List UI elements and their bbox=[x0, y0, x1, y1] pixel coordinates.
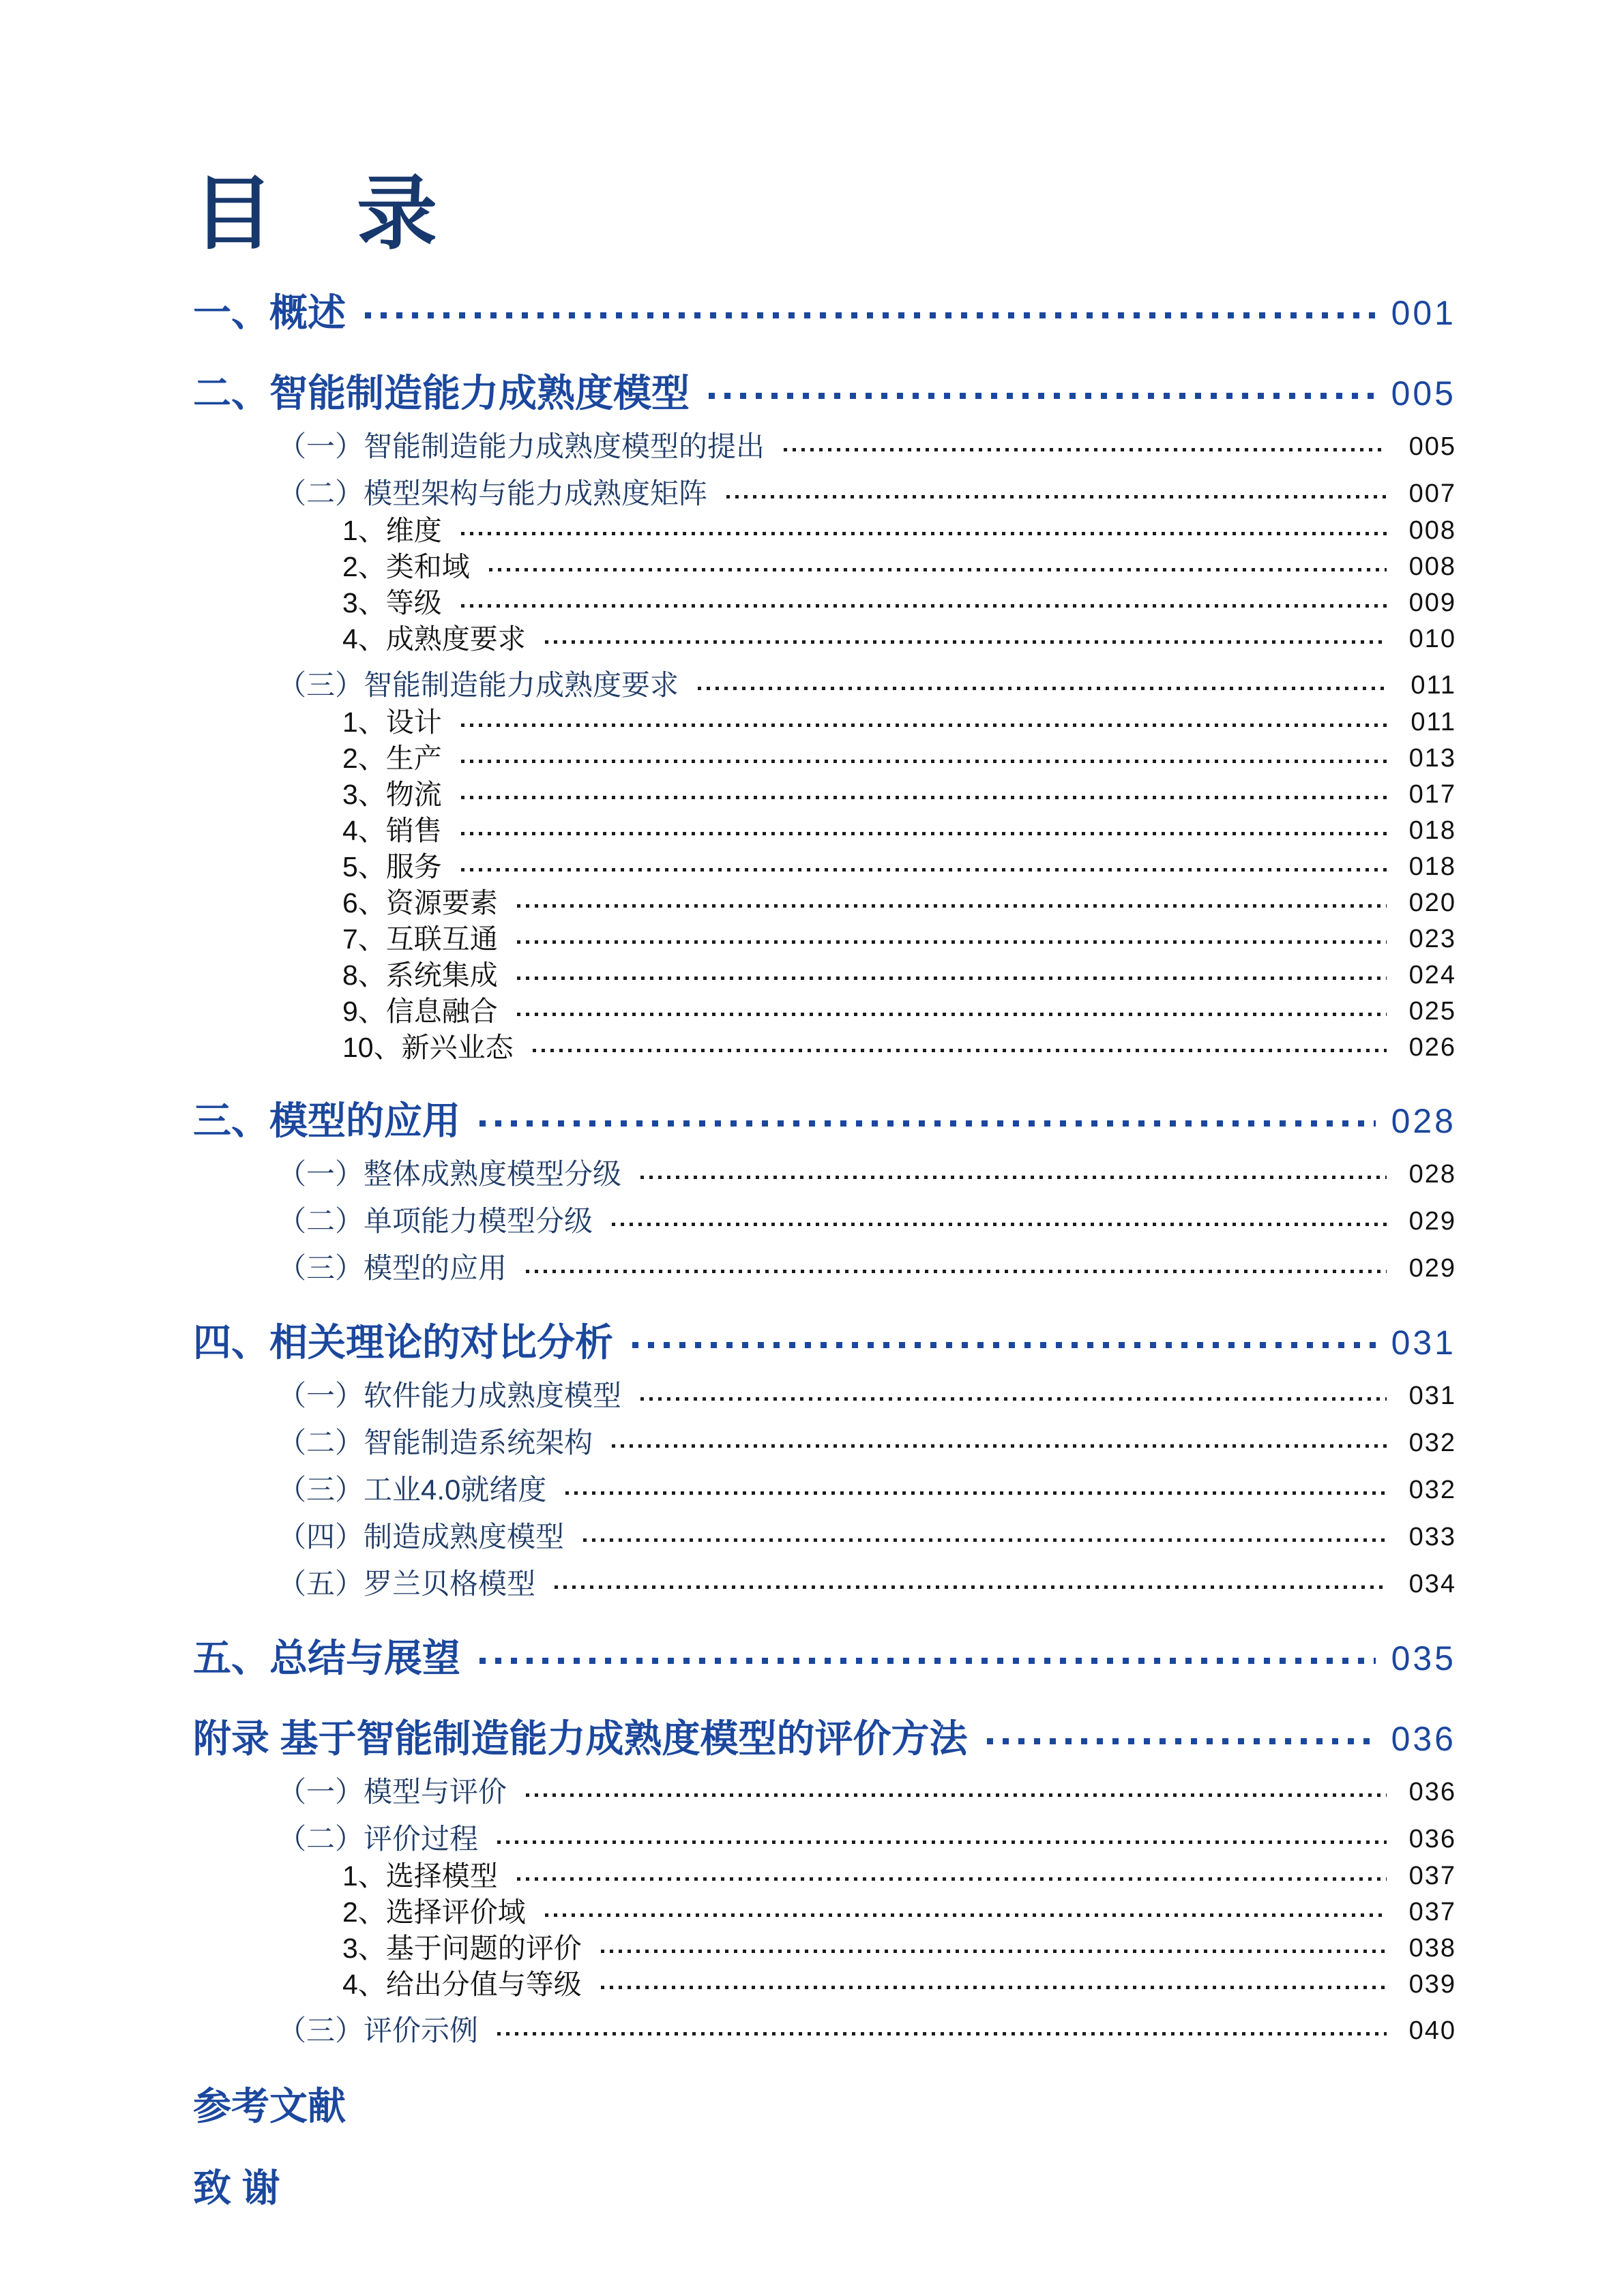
toc-entry-label: 2、类和域 bbox=[342, 551, 470, 583]
toc-entry[interactable] bbox=[193, 670, 1456, 700]
toc-entry[interactable] bbox=[193, 744, 1456, 773]
toc-entry[interactable] bbox=[193, 816, 1456, 845]
toc-leader-dots bbox=[517, 1013, 1387, 1016]
toc-entry-label: （三）工业4.0就绪度 bbox=[278, 1474, 547, 1506]
toc-entry[interactable] bbox=[193, 1898, 1456, 1926]
toc-entry[interactable] bbox=[193, 1718, 1456, 1760]
toc-leader-dots bbox=[726, 495, 1387, 498]
toc-entry[interactable] bbox=[193, 372, 1456, 415]
toc-leader-dots bbox=[517, 904, 1387, 908]
toc-leader-dots bbox=[461, 760, 1387, 763]
toc-entry-label: 5、服务 bbox=[342, 851, 442, 883]
toc-page-number: 025 bbox=[1408, 997, 1456, 1026]
toc-page-number: 024 bbox=[1408, 961, 1456, 990]
toc-page-number: 013 bbox=[1408, 744, 1456, 773]
toc-entry[interactable] bbox=[193, 1100, 1456, 1142]
toc-page-number: 037 bbox=[1408, 1862, 1456, 1891]
toc-entry[interactable] bbox=[193, 1934, 1456, 1963]
toc-entry-label: 9、信息融合 bbox=[342, 996, 498, 1028]
toc-page-number: 031 bbox=[1408, 1382, 1456, 1411]
toc-page-number: 008 bbox=[1408, 552, 1456, 582]
toc-entry-label: （二）智能制造系统架构 bbox=[278, 1427, 593, 1459]
toc-leader-dots bbox=[545, 1913, 1387, 1917]
toc-leader-dots bbox=[565, 1491, 1387, 1495]
toc-entry-label: （一）智能制造能力成熟度模型的提出 bbox=[278, 430, 765, 463]
toc-leader-dots bbox=[632, 1342, 1376, 1348]
toc-entry[interactable] bbox=[193, 588, 1456, 617]
toc-leader-dots bbox=[517, 940, 1387, 944]
toc-entry[interactable] bbox=[193, 292, 1456, 334]
toc-entry-label: 8、系统集成 bbox=[342, 959, 498, 992]
toc-page-number: 017 bbox=[1408, 780, 1456, 809]
toc-entry-label: （三）模型的应用 bbox=[278, 1252, 507, 1285]
toc-page-number: 018 bbox=[1408, 816, 1456, 846]
toc-leader-dots bbox=[640, 1176, 1387, 1179]
toc-leader-dots bbox=[461, 796, 1387, 799]
toc-entry[interactable] bbox=[193, 889, 1456, 917]
toc-entry[interactable] bbox=[193, 2016, 1456, 2046]
toc-leader-dots bbox=[583, 1538, 1387, 1542]
toc-page-number: 035 bbox=[1391, 1639, 1456, 1678]
toc-page-number: 032 bbox=[1408, 1476, 1456, 1505]
toc-leader-dots bbox=[461, 868, 1387, 871]
toc-entry[interactable] bbox=[193, 516, 1456, 545]
toc-leader-dots bbox=[461, 832, 1387, 835]
toc-entry-label: 4、销售 bbox=[342, 815, 442, 847]
toc-entry-label: （五）罗兰贝格模型 bbox=[278, 1568, 536, 1600]
toc-page-number: 028 bbox=[1391, 1102, 1456, 1141]
toc-page-number: 009 bbox=[1408, 588, 1456, 618]
toc-page-number: 031 bbox=[1391, 1324, 1456, 1362]
toc-leader-dots bbox=[545, 640, 1387, 644]
toc-entry-label: 3、等级 bbox=[342, 587, 442, 619]
toc-entry-label: （一）整体成熟度模型分级 bbox=[278, 1158, 622, 1191]
toc-entry[interactable] bbox=[193, 432, 1456, 462]
toc-page-number: 011 bbox=[1411, 708, 1456, 737]
toc-entry-label: 一、概述 bbox=[193, 291, 346, 335]
toc-entry-label: （四）制造成熟度模型 bbox=[278, 1521, 565, 1553]
toc-entry[interactable] bbox=[193, 625, 1456, 653]
toc-leader-dots bbox=[640, 1397, 1387, 1401]
toc-entry-label: （一）软件能力成熟度模型 bbox=[278, 1380, 622, 1412]
toc-entry[interactable] bbox=[193, 1381, 1456, 1411]
toc-entry[interactable] bbox=[193, 1428, 1456, 1458]
toc-entry[interactable] bbox=[193, 1475, 1456, 1505]
toc-entry[interactable] bbox=[193, 479, 1456, 509]
toc-page-number: 029 bbox=[1408, 1207, 1456, 1236]
toc-page-number: 007 bbox=[1408, 479, 1456, 509]
toc-page-number: 005 bbox=[1391, 374, 1456, 413]
toc-entry[interactable] bbox=[193, 1637, 1456, 1680]
toc-entry-label: （三）智能制造能力成熟度要求 bbox=[278, 669, 679, 702]
toc-entry-label: 7、互联互通 bbox=[342, 923, 498, 955]
toc-entry-label: 4、给出分值与等级 bbox=[342, 1969, 582, 2001]
toc-page-number: 038 bbox=[1408, 1934, 1456, 1963]
toc-page-number: 020 bbox=[1408, 889, 1456, 918]
toc-entry[interactable] bbox=[193, 1970, 1456, 1999]
toc-entry-label: 1、维度 bbox=[342, 515, 442, 547]
toc-entry-label: 四、相关理论的对比分析 bbox=[193, 1321, 613, 1365]
toc-leader-dots bbox=[517, 976, 1387, 980]
toc-leader-dots bbox=[601, 1986, 1387, 1989]
toc-entry-label: 2、选择评价域 bbox=[342, 1896, 526, 1928]
toc-entry[interactable] bbox=[193, 1777, 1456, 1807]
toc-entry[interactable] bbox=[193, 1522, 1456, 1552]
toc-leader-dots bbox=[601, 1950, 1387, 1953]
toc-entry[interactable] bbox=[193, 552, 1456, 581]
toc-leader-dots bbox=[533, 1049, 1387, 1052]
toc-page-number: 036 bbox=[1408, 1778, 1456, 1807]
toc-page-number: 039 bbox=[1408, 1970, 1456, 1999]
toc-entry[interactable] bbox=[193, 1033, 1456, 1062]
toc-entry[interactable] bbox=[193, 1569, 1456, 1599]
toc-entry-label: 五、总结与展望 bbox=[193, 1637, 460, 1680]
toc-page-number: 032 bbox=[1408, 1429, 1456, 1458]
toc-entry-label: 1、设计 bbox=[342, 706, 442, 739]
references-heading: 参考文献 bbox=[193, 2085, 346, 2128]
toc-entry[interactable] bbox=[193, 1159, 1456, 1189]
toc-page-number: 029 bbox=[1408, 1254, 1456, 1283]
toc-leader-dots bbox=[612, 1444, 1387, 1448]
toc-leader-dots bbox=[461, 724, 1387, 727]
toc-page-number: 018 bbox=[1408, 852, 1456, 882]
toc-entry[interactable] bbox=[193, 959, 1456, 992]
toc-leader-dots bbox=[479, 1120, 1376, 1127]
toc-leader-dots bbox=[479, 1658, 1376, 1664]
toc-page-number: 011 bbox=[1411, 671, 1456, 700]
toc-entry[interactable] bbox=[193, 852, 1456, 881]
toc-entry[interactable] bbox=[193, 1206, 1456, 1236]
toc-page-number: 036 bbox=[1391, 1720, 1456, 1759]
toc-list bbox=[193, 292, 1456, 2046]
toc-entry-label: 2、生产 bbox=[342, 743, 442, 775]
toc-leader-dots bbox=[497, 2032, 1387, 2036]
toc-entry[interactable] bbox=[193, 706, 1456, 739]
toc-entry[interactable] bbox=[193, 925, 1456, 953]
toc-entry-label: （一）模型与评价 bbox=[278, 1776, 507, 1808]
toc-entry-label: （二）单项能力模型分级 bbox=[278, 1205, 593, 1238]
toc-leader-dots bbox=[698, 687, 1387, 690]
toc-entry[interactable] bbox=[193, 780, 1456, 809]
toc-entry-label: 6、资源要素 bbox=[342, 887, 498, 919]
toc-page-number: 033 bbox=[1408, 1523, 1456, 1552]
toc-entry[interactable] bbox=[193, 1322, 1456, 1364]
toc-entry-label: 附录 基于智能制造能力成熟度模型的评价方法 bbox=[193, 1717, 968, 1761]
toc-page-number: 001 bbox=[1391, 294, 1456, 333]
toc-leader-dots bbox=[497, 1840, 1387, 1844]
toc-entry-label: （二）评价过程 bbox=[278, 1823, 479, 1855]
toc-page-number: 036 bbox=[1408, 1825, 1456, 1854]
toc-entry[interactable] bbox=[193, 1824, 1456, 1854]
toc-entry-label: 二、智能制造能力成熟度模型 bbox=[193, 372, 690, 415]
toc-leader-dots bbox=[987, 1738, 1376, 1744]
toc-leader-dots bbox=[461, 532, 1387, 535]
toc-leader-dots bbox=[709, 393, 1376, 399]
toc-entry-label: 10、新兴业态 bbox=[342, 1032, 514, 1064]
toc-entry-label: 4、成熟度要求 bbox=[342, 623, 526, 655]
toc-leader-dots bbox=[555, 1585, 1387, 1589]
toc-leader-dots bbox=[365, 312, 1376, 318]
toc-entry-label: 3、物流 bbox=[342, 779, 442, 811]
toc-page-number: 008 bbox=[1408, 516, 1456, 546]
toc-entry[interactable] bbox=[193, 997, 1456, 1026]
page-title: 目 录 bbox=[193, 169, 439, 259]
toc-page-number: 028 bbox=[1408, 1160, 1456, 1189]
toc-entry-label: 3、基于问题的评价 bbox=[342, 1933, 582, 1965]
toc-page-number: 037 bbox=[1408, 1898, 1456, 1927]
toc-entry-label: 三、模型的应用 bbox=[193, 1099, 460, 1143]
toc-page-number: 005 bbox=[1408, 432, 1456, 462]
toc-leader-dots bbox=[526, 1270, 1387, 1273]
toc-page-number: 040 bbox=[1408, 2016, 1456, 2046]
toc-leader-dots bbox=[784, 448, 1387, 451]
toc-leader-dots bbox=[526, 1793, 1387, 1797]
toc-entry[interactable] bbox=[193, 1253, 1456, 1283]
toc-leader-dots bbox=[461, 604, 1387, 608]
toc-entry-label: （三）评价示例 bbox=[278, 2014, 479, 2047]
toc-page-number: 023 bbox=[1408, 925, 1456, 954]
toc-page-number: 026 bbox=[1408, 1033, 1456, 1062]
toc-entry-label: （二）模型架构与能力成熟度矩阵 bbox=[278, 477, 708, 510]
toc-entry[interactable] bbox=[193, 1862, 1456, 1890]
toc-leader-dots bbox=[489, 568, 1387, 571]
toc-page-number: 010 bbox=[1408, 625, 1456, 654]
toc-page-number: 034 bbox=[1408, 1570, 1456, 1599]
toc-entry-label: 1、选择模型 bbox=[342, 1860, 498, 1892]
acknowledgements-heading: 致 谢 bbox=[193, 2166, 280, 2210]
toc-leader-dots bbox=[612, 1223, 1387, 1226]
toc-leader-dots bbox=[517, 1877, 1387, 1881]
